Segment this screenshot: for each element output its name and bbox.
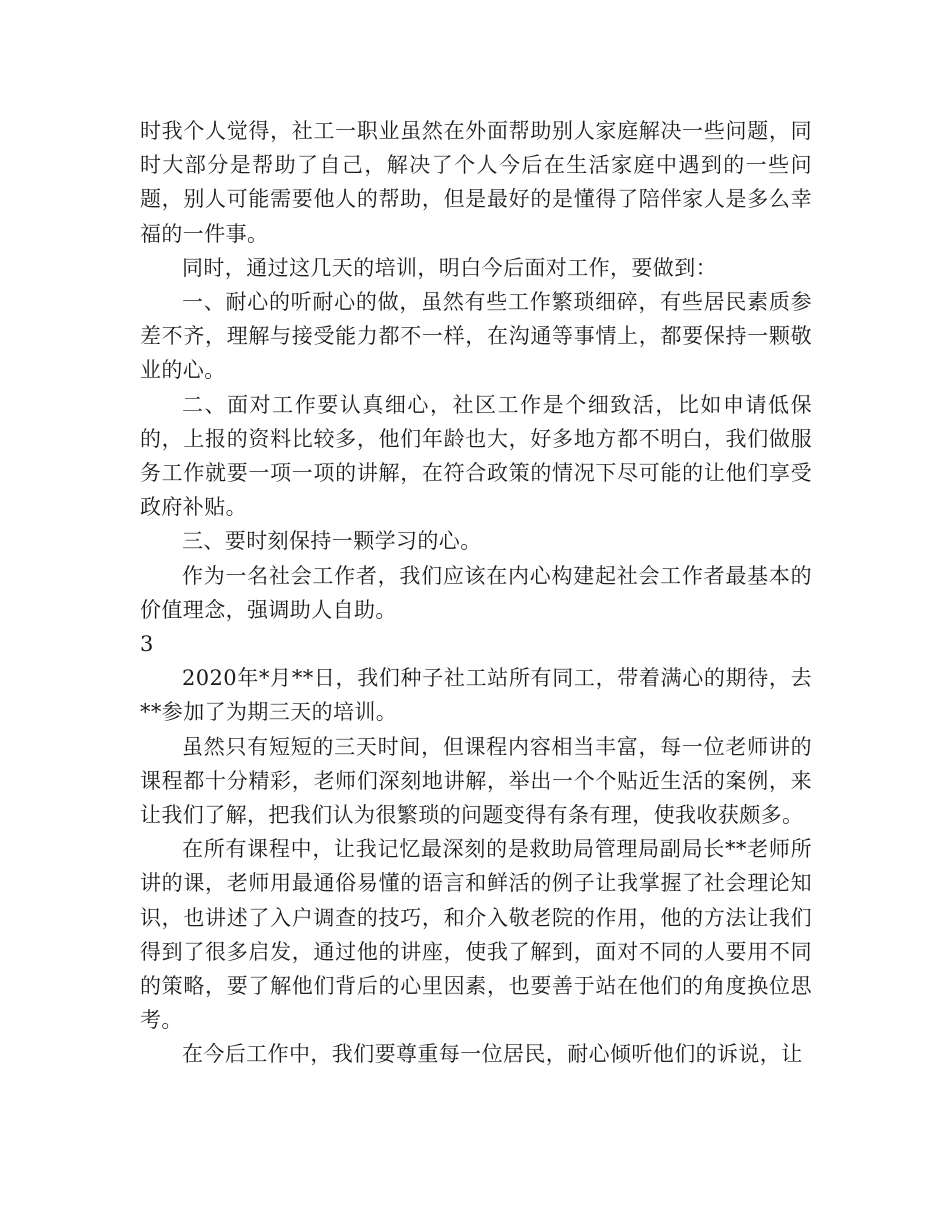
paragraph-8: 虽然只有短短的三天时间，但课程内容相当丰富，每一位老师讲的课程都十分精彩，老师们深刻地讲解，举出一个个贴近生活的案例，来让我们了解，把我们认为很繁琐的问题变得有条有理，使我收获颇多。 xyxy=(140,734,812,828)
paragraph-4: 二、面对工作要认真细心，社区工作是个细致活，比如申请低保的，上报的资料比较多，他们年龄也大，好多地方都不明白，我们做服务工作就要一项一项的讲解，在符合政策的情况下尽可能的让他们享受政府补贴。 xyxy=(140,392,812,520)
paragraph-9: 在所有课程中，让我记忆最深刻的是救助局管理局副局长**老师所讲的课，老师用最通俗易懂的语言和鲜活的例子让我掌握了社会理论知识，也讲述了入户调查的技巧，和介入敬老院的作用，他的方法让我们得到了很多启发，通过他的讲座，使我了解到，面对不同的人要用不同的策略，要了解他们背后的心里因素，也要善于站在他们的角度换位思考。 xyxy=(140,837,812,1033)
paragraph-6: 作为一名社会工作者，我们应该在内心构建起社会工作者最基本的价值理念，强调助人自助。 xyxy=(140,563,812,622)
section-number: 3 xyxy=(140,632,154,657)
paragraph-7: 2020年*月**日，我们种子社工站所有同工，带着满心的期待，去**参加了为期三天的培训。 xyxy=(140,666,812,725)
paragraph-3: 一、耐心的听耐心的做，虽然有些工作繁琐细碎，有些居民素质参差不齐，理解与接受能力都不一样，在沟通等事情上，都要保持一颗敬业的心。 xyxy=(140,290,812,383)
paragraph-10: 在今后工作中，我们要尊重每一位居民，耐心倾听他们的诉说，让 xyxy=(182,1042,803,1067)
paragraph-1: 时我个人觉得，社工一职业虽然在外面帮助别人家庭解决一些问题，同时大部分是帮助了自己，解决了个人今后在生活家庭中遇到的一些问题，别人可能需要他人的帮助，但是最好的是懂得了陪伴家人是多么幸福的一件事。 xyxy=(140,119,812,246)
paragraph-5: 三、要时刻保持一颗学习的心。 xyxy=(182,529,482,554)
paragraph-2: 同时，通过这几天的培训，明白今后面对工作，要做到： xyxy=(182,255,717,280)
document-body xyxy=(140,114,812,1072)
